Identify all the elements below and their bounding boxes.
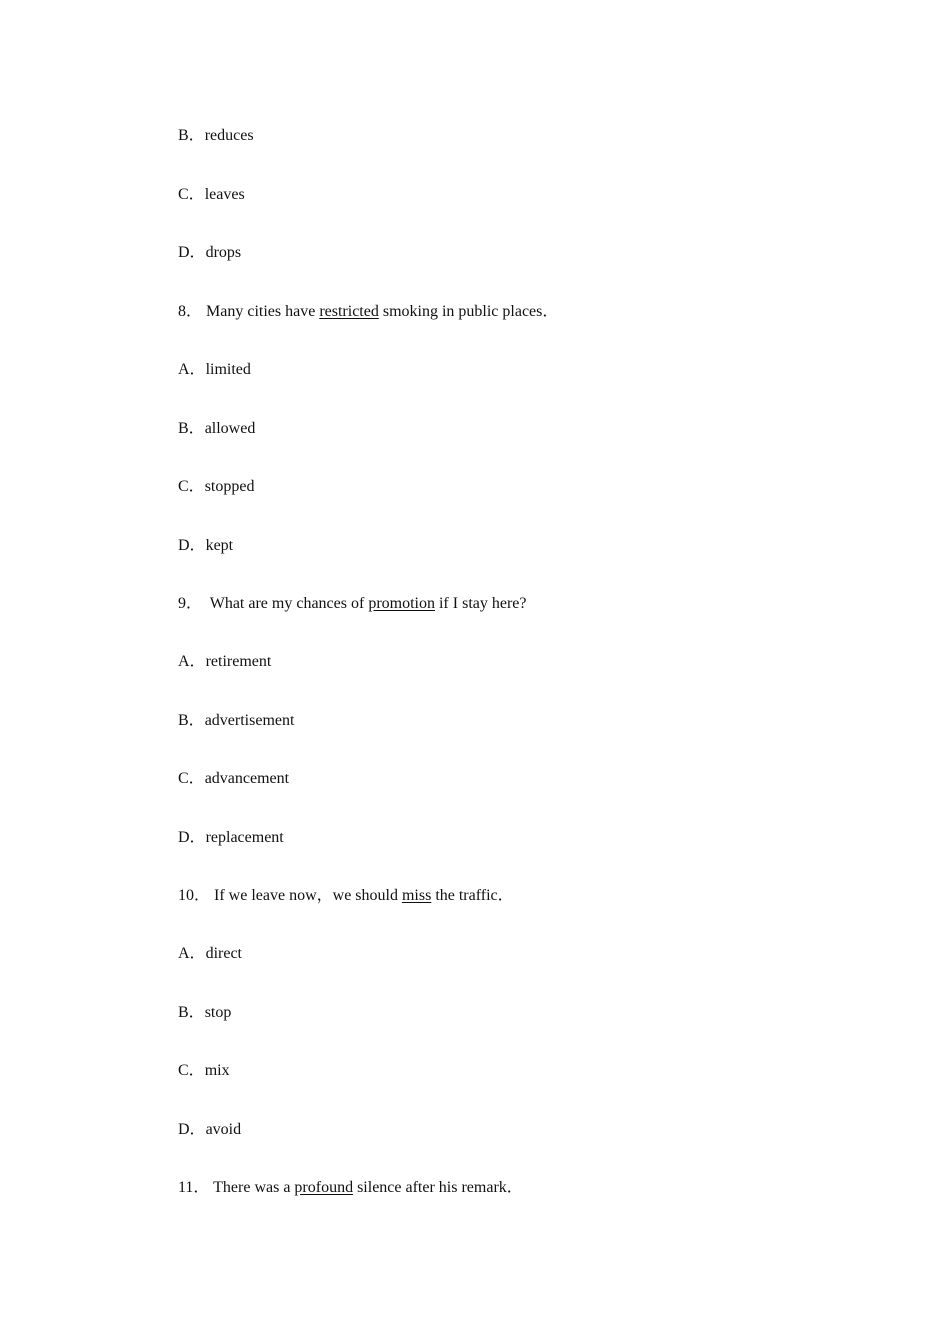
question-text-after: smoking in public places． [378,303,559,320]
option-text: advertisement [204,712,295,729]
option-label: B． [178,1004,205,1021]
underlined-target-word: profound [294,1179,354,1196]
option-c-stopped [178,477,254,497]
option-label: B． [178,127,205,144]
option-text: direct [205,945,242,962]
option-label: A． [178,361,206,378]
option-label: C． [178,186,205,203]
question-text-before: There was a [209,1179,295,1196]
question-text-before: Many cities have [202,303,320,320]
underlined-target-word: promotion [368,595,435,612]
option-d-drops [178,243,241,263]
question-11 [178,1178,523,1198]
question-number: 11． [178,1179,210,1196]
question-number: 10． [178,887,211,904]
question-10 [178,886,514,906]
option-text: allowed [204,420,256,437]
question-text-after: the traffic． [431,887,514,904]
question-text-before: If we leave now，we should [210,887,402,904]
question-text-after: silence after his remark． [353,1179,523,1196]
option-label: C． [178,1062,205,1079]
option-a-direct [178,944,242,964]
option-label: B． [178,420,205,437]
option-b-allowed [178,419,255,439]
option-label: D． [178,537,206,554]
option-c-mix [178,1061,230,1081]
option-b-stop [178,1003,231,1023]
option-c-advancement [178,769,289,789]
option-text: stop [204,1004,232,1021]
question-text-after: if I stay here? [434,595,527,612]
option-a-limited [178,360,251,380]
option-text: stopped [204,478,255,495]
option-a-retirement [178,652,271,672]
option-text: retirement [205,653,272,670]
underlined-target-word: miss [401,887,432,904]
question-number: 8． [178,303,203,320]
option-text: replacement [205,829,284,846]
option-text: advancement [204,770,290,787]
option-text: avoid [205,1121,242,1138]
option-text: drops [205,244,242,261]
option-d-replacement [178,828,284,848]
option-label: A． [178,945,206,962]
option-label: C． [178,478,205,495]
option-label: D． [178,829,206,846]
underlined-target-word: restricted [319,303,379,320]
option-text: leaves [204,186,245,203]
question-number: 9． [178,595,203,612]
question-8 [178,302,558,322]
option-d-avoid [178,1120,241,1140]
option-text: reduces [204,127,254,144]
option-d-kept [178,536,233,556]
option-c-leaves [178,185,245,205]
question-9 [178,594,527,614]
option-text: mix [204,1062,230,1079]
option-b-advertisement [178,711,294,731]
option-label: C． [178,770,205,787]
option-b-reduces [178,126,254,146]
option-label: B． [178,712,205,729]
option-label: A． [178,653,206,670]
option-text: kept [205,537,234,554]
question-text-before: What are my chances of [202,595,369,612]
option-text: limited [205,361,251,378]
option-label: D． [178,244,206,261]
option-label: D． [178,1121,206,1138]
